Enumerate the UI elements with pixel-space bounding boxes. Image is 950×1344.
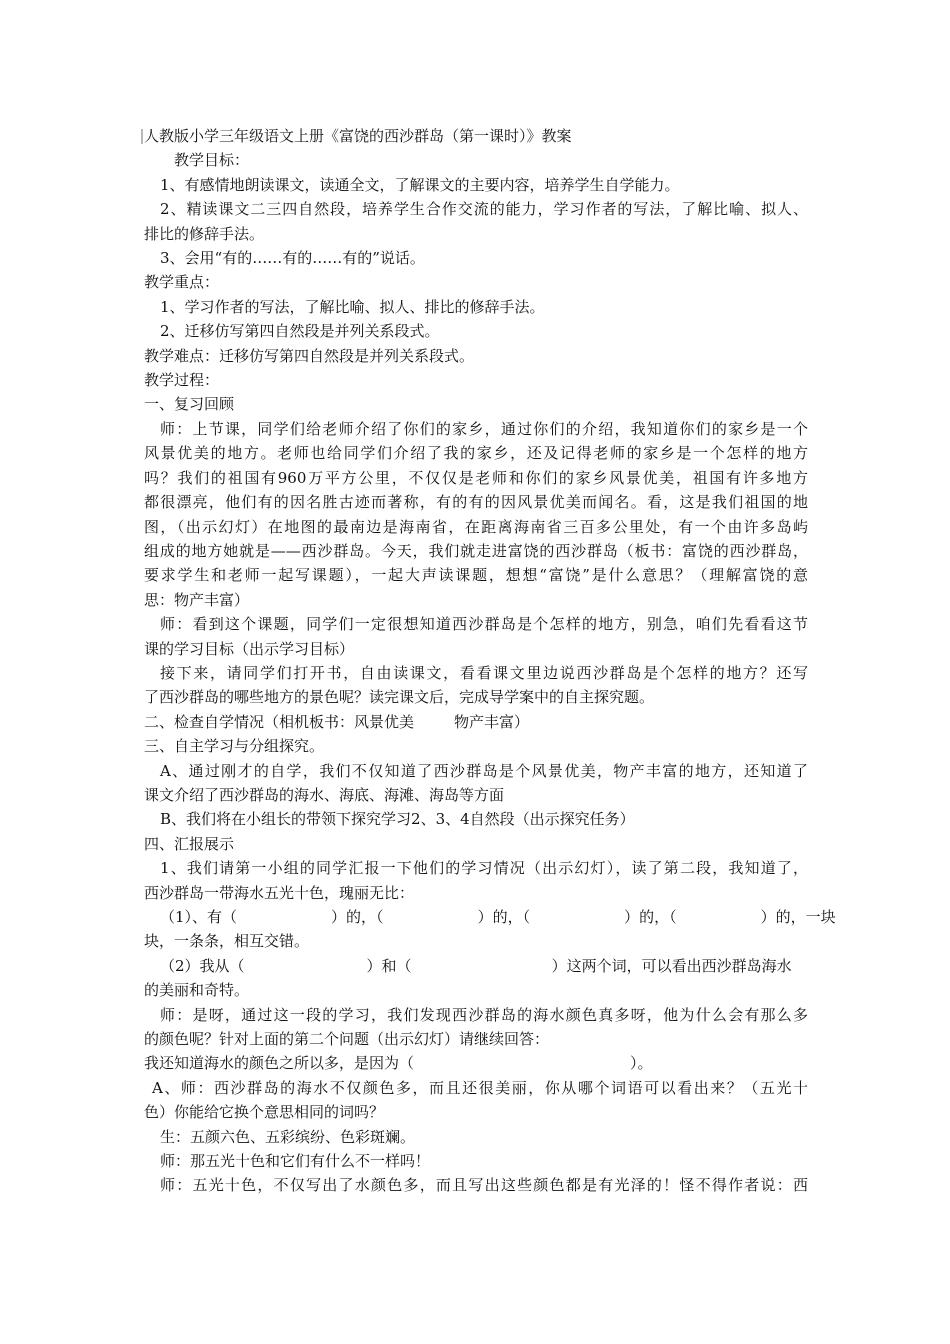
key-point-item: 1、学习作者的写法，了解比喻、拟人、排比的修辞手法。: [160, 297, 545, 316]
paragraph-line: 的颜色呢？针对上面的第二个问题（出示幻灯）请继续回答：: [144, 1030, 550, 1049]
text-cursor-mark: [141, 129, 143, 144]
paragraph-line: 都很漂亮，他们有的因名胜古迹而著称，有的有的因风景优美而闻名。看，这是我们祖国的地: [144, 493, 808, 512]
paragraph-line: 师：上节课，同学们给老师介绍了你们的家乡，通过你们的介绍，我知道你们的家乡是一个: [160, 419, 808, 438]
paragraph-line: 师：看到这个课题，同学们一定很想知道西沙群岛是个怎样的地方，别急，咱们先看看这节: [160, 615, 808, 634]
objective-item: 1、有感情地朗读课文，读通全文，了解课文的主要内容，培养学生自学能力。: [160, 175, 680, 194]
fill-blank-line-3: 我还知道海水的颜色之所以多，是因为（ ）。: [144, 1054, 653, 1073]
paragraph-line: 要求学生和老师一起写课题），一起大声读课题，想想“富饶”是什么意思？（理解富饶的意: [144, 566, 808, 585]
fill-blank-line-1: （1）、有（ ）的，（ ）的，（ ）的，（ ）的，一块: [160, 908, 836, 926]
paragraph-line: A、通过刚才的自学，我们不仅知道了西沙群岛是个风景优美，物产丰富的地方，还知道了: [160, 761, 808, 780]
objective-item-continued: 排比的修辞手法。: [144, 224, 265, 243]
paragraph-line: 思：物产丰富）: [144, 590, 250, 609]
step-heading-review: 一、复习回顾: [144, 395, 235, 414]
paragraph-line: 色）你能给它换个意思相同的词吗？: [144, 1103, 385, 1122]
paragraph-line: 师：是呀，通过这一段的学习，我们发现西沙群岛的海水颜色真多呀，他为什么会有那么多: [160, 1005, 808, 1024]
objective-item: 3、会用“有的……有的……有的”说话。: [160, 249, 425, 268]
paragraph-line: 了西沙群岛的哪些地方的景色呢？读完课文后，完成导学案中的自主探究题。: [144, 688, 655, 707]
section-heading-process: 教学过程：: [144, 371, 220, 390]
paragraph-line: B、我们将在小组长的带领下探究学习2、3、4自然段（出示探究任务）: [160, 810, 635, 829]
section-heading-key-points: 教学重点：: [144, 273, 220, 292]
paragraph-line: 吗？我们的祖国有960万平方公里，不仅仅是老师和你们的家乡风景优美，祖国有许多地方: [144, 468, 808, 487]
paragraph-line: 课文介绍了西沙群岛的海水、海底、海滩、海岛等方面: [144, 785, 505, 804]
key-point-item: 2、迁移仿写第四自然段是并列关系段式。: [160, 322, 440, 341]
paragraph-line: A、师：西沙群岛的海水不仅颜色多，而且还很美丽，你从哪个词语可以看出来？（五光十: [152, 1078, 808, 1097]
paragraph-line: 接下来，请同学们打开书，自由读课文，看看课文里边说西沙群岛是个怎样的地方？还写: [160, 663, 808, 682]
paragraph-line: 的美丽和奇特。: [144, 981, 250, 1000]
step-heading-report: 四、汇报展示: [144, 834, 235, 853]
paragraph-line: 块，一条条，相互交错。: [144, 932, 310, 951]
paragraph-line: 师：那五光十色和它们有什么不一样吗！: [160, 1152, 431, 1171]
paragraph-line: 西沙群岛一带海水五光十色，瑰丽无比：: [144, 883, 415, 902]
paragraph-line: 图，（出示幻灯）在地图的最南边是海南省，在距离海南省三百多公里处，有一个由许多岛屿: [144, 517, 808, 536]
step-heading-explore: 三、自主学习与分组探究。: [144, 737, 325, 756]
paragraph-line: 生：五颜六色、五彩缤纷、色彩斑斓。: [160, 1127, 416, 1146]
section-heading-objectives: 教学目标：: [174, 151, 250, 170]
document-title: 人教版小学三年级语文上册《富饶的西沙群岛（第一课时）》教案: [144, 124, 808, 148]
paragraph-line: 课的学习目标（出示学习目标）: [144, 639, 355, 658]
paragraph-line: 风景优美的地方。老师也给同学们介绍了我的家乡，还及记得老师的家乡是一个怎样的地方: [144, 444, 808, 463]
paragraph-line: 组成的地方她就是——西沙群岛。今天，我们就走进富饶的西沙群岛（板书：富饶的西沙群岛，: [144, 541, 808, 560]
objective-item: 2、精读课文二三四自然段，培养学生合作交流的能力，学习作者的写法，了解比喻、拟人、: [160, 200, 808, 219]
section-heading-difficulty: 教学难点：迁移仿写第四自然段是并列关系段式。: [144, 346, 475, 365]
paragraph-line: 师：五光十色，不仅写出了水颜色多，而且写出这些颜色都是有光泽的！怪不得作者说：西: [160, 1176, 808, 1195]
paragraph-line: 1、我们请第一小组的同学汇报一下他们的学习情况（出示幻灯），读了第二段，我知道了，: [160, 859, 808, 878]
step-heading-check: 二、检查自学情况（相机板书：风景优美 物产丰富）: [144, 712, 530, 731]
document-body: [144, 124, 836, 1198]
fill-blank-line-2: （2）我从（ ）和（ ）这两个词，可以看出西沙群岛海水: [160, 956, 792, 975]
